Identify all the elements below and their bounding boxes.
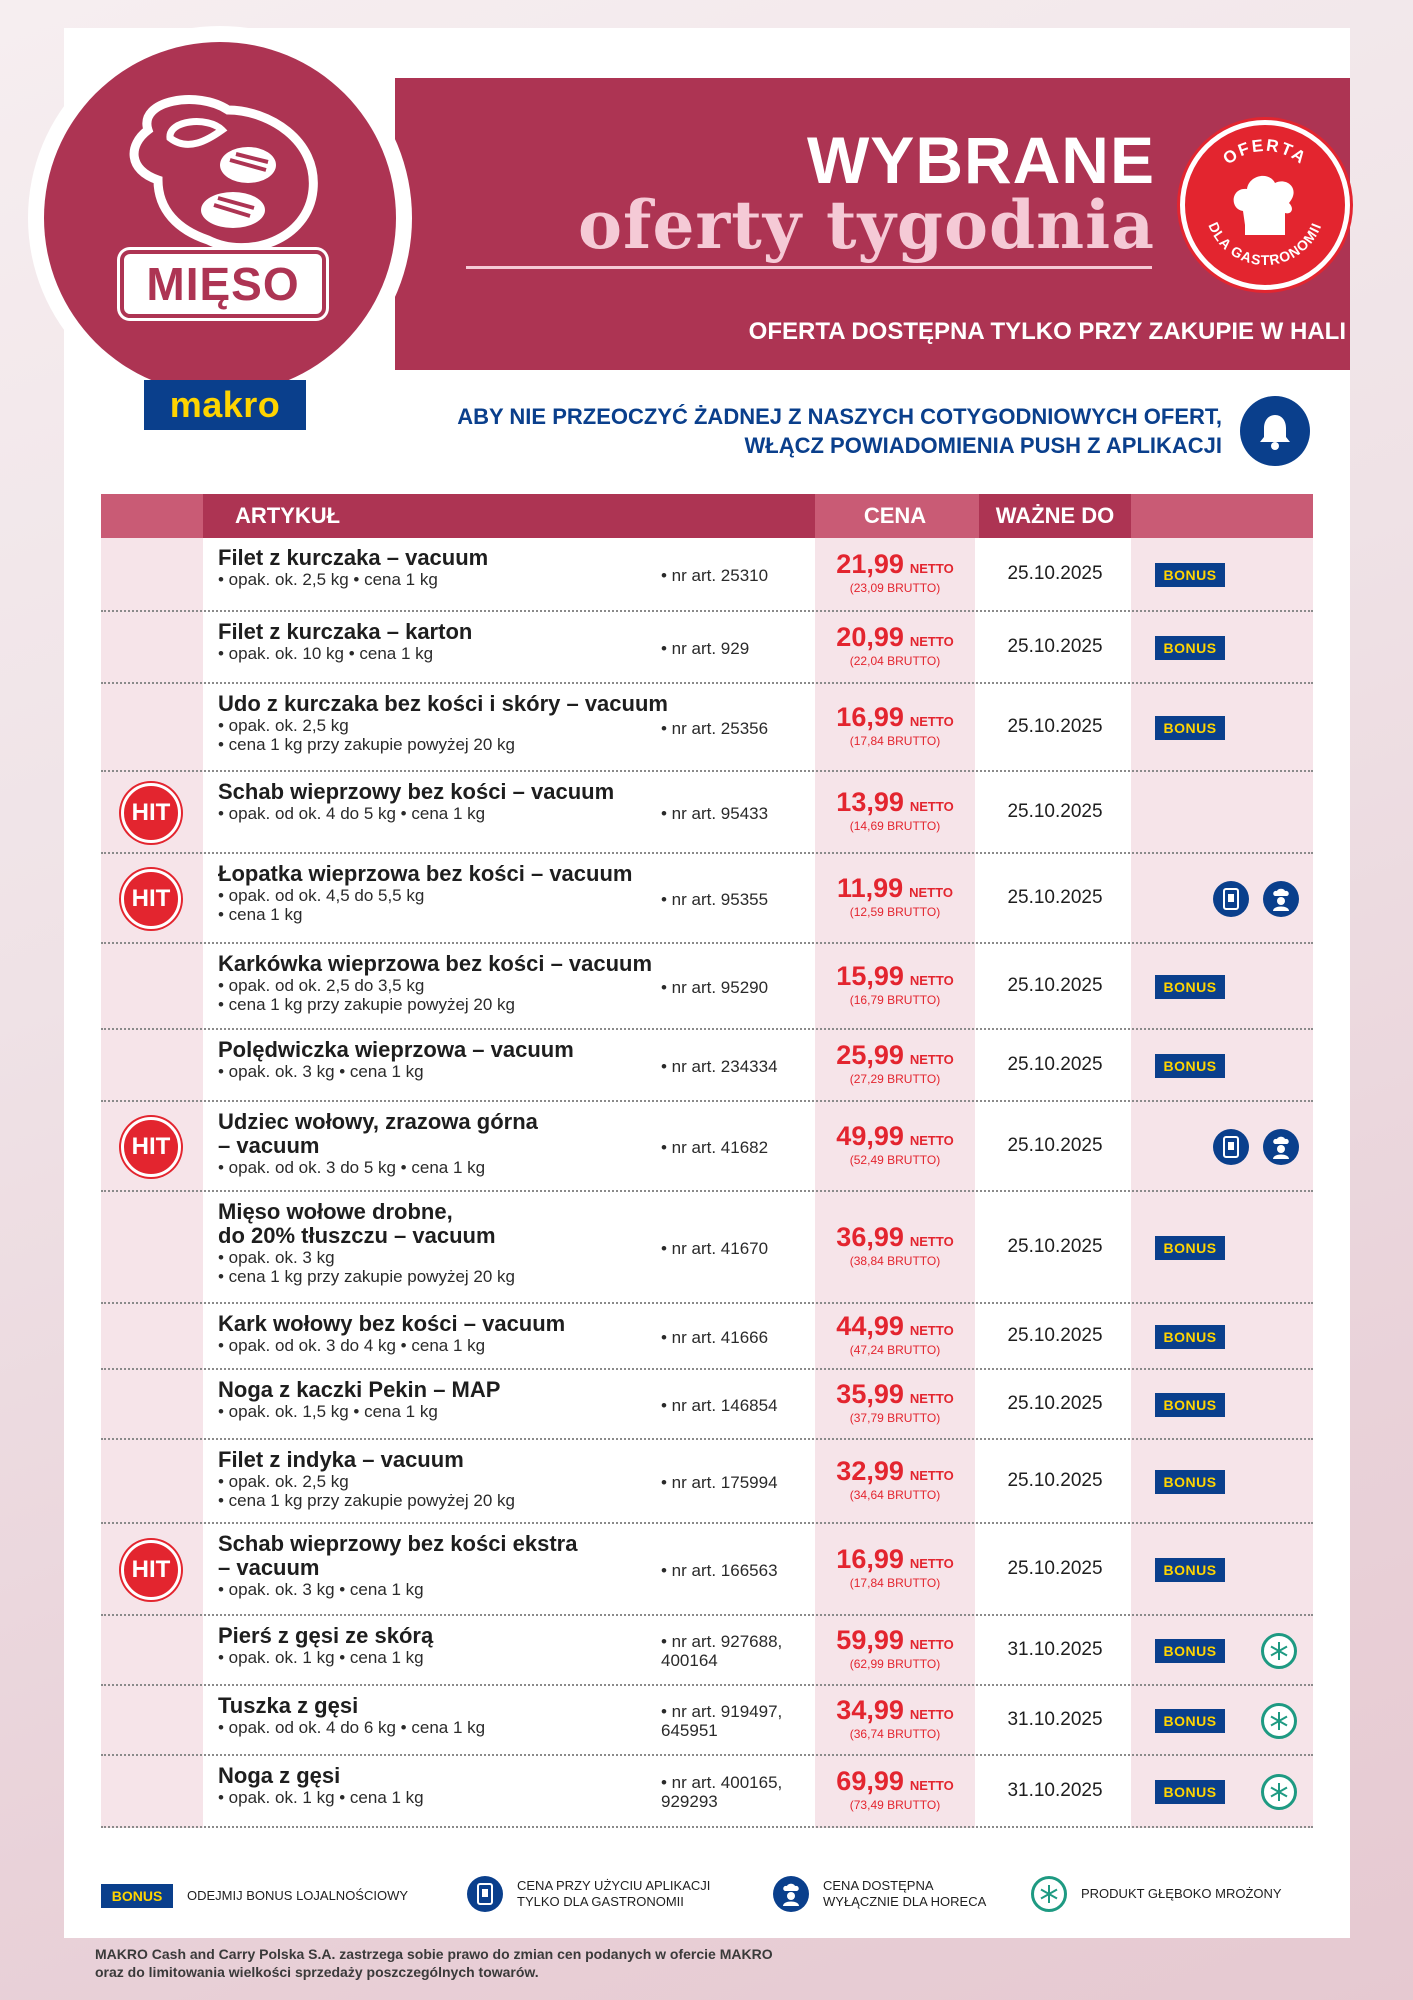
price-brutto: (73,49 BRUTTO) bbox=[849, 1798, 941, 1812]
netto-label: NETTO bbox=[909, 1778, 954, 1793]
netto-label: NETTO bbox=[909, 1234, 954, 1249]
bonus-badge: BONUS bbox=[101, 1884, 173, 1908]
bonus-badge: BONUS bbox=[1155, 636, 1225, 660]
hit-badge: HIT bbox=[121, 1540, 181, 1600]
push-notice-line-1: ABY NIE PRZEOCZYĆ ŻADNEJ Z NASZYCH COTYGODNIOWYCH OFERT, bbox=[457, 404, 1222, 429]
legend-bonus bbox=[101, 1884, 408, 1908]
netto-label: NETTO bbox=[909, 1707, 954, 1722]
product-detail-line: • cena 1 kg przy zakupie powyżej 20 kg bbox=[218, 1491, 516, 1510]
table-row bbox=[101, 1440, 1313, 1524]
chef-hat-icon bbox=[1234, 176, 1294, 235]
price-cell bbox=[815, 1121, 975, 1167]
product-detail-line: • opak. ok. 3 kg • cena 1 kg bbox=[218, 1580, 424, 1599]
price-brutto: (12,59 BRUTTO) bbox=[849, 905, 941, 919]
legend-chef-text-1: CENA DOSTĘPNA bbox=[823, 1878, 934, 1893]
app-icon bbox=[467, 1876, 503, 1912]
product-detail-line: • opak. od ok. 3 do 5 kg • cena 1 kg bbox=[218, 1158, 486, 1177]
price-cell bbox=[815, 1544, 975, 1590]
table-row bbox=[101, 1756, 1313, 1828]
price-cell bbox=[815, 1625, 975, 1671]
table-row bbox=[101, 1524, 1313, 1616]
netto-label: NETTO bbox=[909, 1133, 954, 1148]
article-number: • nr art. 919497, 645951 bbox=[661, 1702, 783, 1740]
bonus-badge: BONUS bbox=[1155, 1558, 1225, 1582]
legend bbox=[101, 1870, 1313, 1924]
price-netto: 59,99 bbox=[836, 1625, 904, 1655]
price-brutto: (14,69 BRUTTO) bbox=[849, 819, 941, 833]
article-number: • nr art. 41670 bbox=[661, 1238, 769, 1258]
product-name: Schab wieprzowy bez kości – vacuum bbox=[218, 779, 615, 804]
product-detail-line: • opak. od ok. 4,5 do 5,5 kg bbox=[218, 886, 425, 905]
snowflake-icon bbox=[1261, 1633, 1297, 1669]
product-detail-line: • cena 1 kg przy zakupie powyżej 20 kg bbox=[218, 1267, 516, 1286]
netto-label: NETTO bbox=[909, 1556, 954, 1571]
netto-label: NETTO bbox=[909, 561, 954, 576]
price-brutto: (47,24 BRUTTO) bbox=[849, 1343, 941, 1357]
product-name: Udziec wołowy, zrazowa górna – vacuum bbox=[218, 1109, 538, 1158]
netto-label: NETTO bbox=[909, 1391, 954, 1406]
netto-label: NETTO bbox=[909, 634, 954, 649]
valid-until-date: 25.10.2025 bbox=[1007, 1135, 1103, 1156]
article-number: • nr art. 41682 bbox=[661, 1137, 769, 1157]
valid-until-date: 25.10.2025 bbox=[1007, 716, 1103, 737]
price-netto: 32,99 bbox=[836, 1456, 904, 1486]
product-details bbox=[218, 1788, 688, 1807]
price-brutto: (27,29 BRUTTO) bbox=[849, 1072, 941, 1086]
product-name: Filet z indyka – vacuum bbox=[218, 1447, 464, 1472]
legend-app-text-2: TYLKO DLA GASTRONOMII bbox=[517, 1894, 684, 1909]
price-cell bbox=[815, 1311, 975, 1357]
hit-badge: HIT bbox=[121, 1117, 181, 1177]
table-body bbox=[101, 538, 1313, 1828]
product-detail-line: • opak. od ok. 3 do 4 kg • cena 1 kg bbox=[218, 1336, 486, 1355]
chef-icon bbox=[1263, 881, 1299, 917]
product-detail-line: • opak. ok. 1 kg • cena 1 kg bbox=[218, 1788, 424, 1807]
price-netto: 69,99 bbox=[836, 1766, 904, 1796]
price-brutto: (37,79 BRUTTO) bbox=[849, 1411, 941, 1425]
article-number: • nr art. 175994 bbox=[661, 1472, 778, 1492]
category-label: MIĘSO bbox=[120, 250, 326, 318]
hit-badge: HIT bbox=[121, 783, 181, 843]
title-underline bbox=[466, 266, 1152, 269]
valid-until-date: 25.10.2025 bbox=[1007, 1558, 1103, 1579]
netto-label: NETTO bbox=[909, 1637, 954, 1652]
product-name: Kark wołowy bez kości – vacuum bbox=[218, 1311, 566, 1336]
product-details bbox=[218, 1336, 688, 1355]
product-detail-line: • opak. od ok. 4 do 5 kg • cena 1 kg bbox=[218, 804, 486, 823]
product-detail-line: • cena 1 kg przy zakupie powyżej 20 kg bbox=[218, 735, 516, 754]
product-detail-line: • opak. ok. 2,5 kg bbox=[218, 716, 349, 735]
bonus-badge: BONUS bbox=[1155, 975, 1225, 999]
price-brutto: (17,84 BRUTTO) bbox=[849, 734, 941, 748]
product-name: Polędwiczka wieprzowa – vacuum bbox=[218, 1037, 574, 1062]
product-details bbox=[218, 1402, 688, 1421]
price-cell bbox=[815, 1379, 975, 1425]
price-cell bbox=[815, 622, 975, 668]
legend-bonus-text: ODEJMIJ BONUS LOJALNOŚCIOWY bbox=[187, 1888, 409, 1903]
product-name: Noga z kaczki Pekin – MAP bbox=[218, 1377, 501, 1402]
header-article: ARTYKUŁ bbox=[203, 494, 815, 538]
article-number: • nr art. 929 bbox=[661, 638, 750, 658]
product-details bbox=[218, 1718, 688, 1737]
price-brutto: (17,84 BRUTTO) bbox=[849, 1576, 941, 1590]
product-name: Łopatka wieprzowa bez kości – vacuum bbox=[218, 861, 633, 886]
table-row bbox=[101, 854, 1313, 944]
price-netto: 13,99 bbox=[836, 787, 904, 817]
article-number: • nr art. 400165, 929293 bbox=[661, 1773, 783, 1811]
price-cell bbox=[815, 787, 975, 833]
snowflake-icon bbox=[1261, 1703, 1297, 1739]
bonus-badge: BONUS bbox=[1155, 1054, 1225, 1078]
price-brutto: (38,84 BRUTTO) bbox=[849, 1254, 941, 1268]
table-row bbox=[101, 1370, 1313, 1440]
price-brutto: (23,09 BRUTTO) bbox=[849, 581, 941, 595]
valid-until-date: 25.10.2025 bbox=[1007, 1393, 1103, 1414]
page-title: WYBRANE bbox=[807, 123, 1155, 197]
valid-until-date: 25.10.2025 bbox=[1007, 887, 1103, 908]
valid-until-date: 31.10.2025 bbox=[1007, 1780, 1103, 1801]
price-netto: 36,99 bbox=[836, 1222, 904, 1252]
table-row bbox=[101, 1304, 1313, 1370]
netto-label: NETTO bbox=[909, 973, 954, 988]
legend-frozen bbox=[1031, 1876, 1282, 1912]
push-notice-line-2: WŁĄCZ POWIADOMIENIA PUSH Z APLIKACJI bbox=[744, 433, 1222, 458]
table-row bbox=[101, 1616, 1313, 1686]
price-cell bbox=[815, 873, 975, 919]
valid-until-date: 31.10.2025 bbox=[1007, 1639, 1103, 1660]
product-name: Mięso wołowe drobne, do 20% tłuszczu – vacuum bbox=[218, 1199, 496, 1248]
bonus-badge: BONUS bbox=[1155, 1325, 1225, 1349]
legend-chef bbox=[773, 1876, 986, 1912]
article-number: • nr art. 41666 bbox=[661, 1327, 769, 1347]
netto-label: NETTO bbox=[909, 1468, 954, 1483]
footer-line-2: oraz do limitowania wielkości sprzedaży poszczególnych towarów. bbox=[95, 1964, 539, 1980]
product-name: Schab wieprzowy bez kości ekstra – vacuum bbox=[218, 1531, 578, 1580]
table-header bbox=[101, 494, 1313, 538]
product-detail-line: • opak. od ok. 2,5 do 3,5 kg bbox=[218, 976, 425, 995]
header-subtitle: OFERTA DOSTĘPNA TYLKO PRZY ZAKUPIE W HALI bbox=[748, 318, 1346, 345]
offers-table bbox=[101, 494, 1313, 1828]
table-row bbox=[101, 1102, 1313, 1192]
price-netto: 49,99 bbox=[836, 1121, 904, 1151]
price-cell bbox=[815, 702, 975, 748]
product-details bbox=[218, 804, 688, 823]
stamp-top-text: OFERTA bbox=[1219, 135, 1311, 169]
legend-app-text bbox=[517, 1878, 710, 1910]
price-netto: 20,99 bbox=[836, 622, 904, 652]
product-detail-line: • opak. ok. 2,5 kg • cena 1 kg bbox=[218, 570, 438, 589]
product-details bbox=[218, 570, 688, 589]
table-row bbox=[101, 1192, 1313, 1304]
product-name: Pierś z gęsi ze skórą bbox=[218, 1623, 434, 1648]
valid-until-date: 25.10.2025 bbox=[1007, 801, 1103, 822]
product-name: Udo z kurczaka bez kości i skóry – vacuum bbox=[218, 691, 668, 716]
price-cell bbox=[815, 1695, 975, 1741]
product-details bbox=[218, 1580, 688, 1599]
article-number: • nr art. 927688, 400164 bbox=[661, 1632, 783, 1670]
valid-until-date: 25.10.2025 bbox=[1007, 1325, 1103, 1346]
netto-label: NETTO bbox=[909, 714, 954, 729]
price-netto: 44,99 bbox=[836, 1311, 904, 1341]
article-number: • nr art. 25310 bbox=[661, 565, 769, 585]
bonus-badge: BONUS bbox=[1155, 1709, 1225, 1733]
steak-icon bbox=[118, 90, 324, 260]
article-number: • nr art. 95355 bbox=[661, 889, 769, 909]
article-number: • nr art. 25356 bbox=[661, 718, 769, 738]
valid-until-date: 25.10.2025 bbox=[1007, 1470, 1103, 1491]
price-brutto: (52,49 BRUTTO) bbox=[849, 1153, 941, 1167]
product-detail-line: • opak. ok. 10 kg • cena 1 kg bbox=[218, 644, 434, 663]
price-netto: 16,99 bbox=[836, 702, 904, 732]
chef-icon bbox=[773, 1876, 809, 1912]
price-netto: 11,99 bbox=[837, 873, 904, 903]
netto-label: NETTO bbox=[909, 1323, 954, 1338]
product-detail-line: • opak. ok. 2,5 kg bbox=[218, 1472, 349, 1491]
product-details bbox=[218, 1648, 688, 1667]
app-icon bbox=[1213, 1129, 1249, 1165]
product-detail-line: • opak. ok. 3 kg • cena 1 kg bbox=[218, 1062, 424, 1081]
price-cell bbox=[815, 1766, 975, 1812]
product-details bbox=[218, 644, 688, 663]
price-netto: 21,99 bbox=[836, 549, 904, 579]
product-details bbox=[218, 1472, 688, 1510]
bonus-badge: BONUS bbox=[1155, 1780, 1225, 1804]
product-details bbox=[218, 886, 688, 924]
price-netto: 16,99 bbox=[836, 1544, 904, 1574]
netto-label: NETTO bbox=[909, 1052, 954, 1067]
price-brutto: (34,64 BRUTTO) bbox=[849, 1488, 941, 1502]
push-notice bbox=[330, 402, 1222, 460]
gastronomy-stamp bbox=[1180, 120, 1350, 290]
legend-chef-text-2: WYŁĄCZNIE DLA HORECA bbox=[823, 1894, 987, 1909]
bonus-badge: BONUS bbox=[1155, 1236, 1225, 1260]
hit-badge: HIT bbox=[121, 869, 181, 929]
product-details bbox=[218, 1062, 688, 1081]
bonus-badge: BONUS bbox=[1155, 1393, 1225, 1417]
price-brutto: (16,79 BRUTTO) bbox=[849, 993, 941, 1007]
price-cell bbox=[815, 549, 975, 595]
article-number: • nr art. 146854 bbox=[661, 1395, 778, 1415]
footer-disclaimer bbox=[95, 1945, 995, 1981]
product-name: Filet z kurczaka – karton bbox=[218, 619, 473, 644]
snowflake-icon bbox=[1031, 1876, 1067, 1912]
article-number: • nr art. 95433 bbox=[661, 803, 769, 823]
price-netto: 35,99 bbox=[836, 1379, 904, 1409]
svg-text:OFERTA bbox=[1219, 136, 1310, 169]
price-netto: 25,99 bbox=[836, 1040, 904, 1070]
valid-until-date: 25.10.2025 bbox=[1007, 1054, 1103, 1075]
product-details bbox=[218, 716, 688, 754]
page-title-script: oferty tygodnia bbox=[578, 186, 1155, 264]
product-detail-line: • opak. od ok. 4 do 6 kg • cena 1 kg bbox=[218, 1718, 486, 1737]
valid-until-date: 25.10.2025 bbox=[1007, 975, 1103, 996]
stamp-bottom-text: DLA GASTRONOMII bbox=[1205, 219, 1325, 269]
header-valid-until: WAŻNE DO bbox=[979, 494, 1131, 538]
product-name: Tuszka z gęsi bbox=[218, 1693, 359, 1718]
app-icon bbox=[1213, 881, 1249, 917]
product-detail-line: • opak. ok. 1,5 kg • cena 1 kg bbox=[218, 1402, 438, 1421]
price-netto: 34,99 bbox=[836, 1695, 904, 1725]
valid-until-date: 31.10.2025 bbox=[1007, 1709, 1103, 1730]
article-number: • nr art. 234334 bbox=[661, 1056, 778, 1076]
netto-label: NETTO bbox=[909, 885, 953, 900]
table-row bbox=[101, 1030, 1313, 1102]
price-cell bbox=[815, 1040, 975, 1086]
footer-line-1: MAKRO Cash and Carry Polska S.A. zastrzega sobie prawo do zmian cen podanych w ofercie MAKRO bbox=[95, 1946, 773, 1962]
valid-until-date: 25.10.2025 bbox=[1007, 563, 1103, 584]
legend-frozen-text: PRODUKT GŁĘBOKO MROŻONY bbox=[1081, 1886, 1282, 1901]
product-detail-line: • opak. ok. 1 kg • cena 1 kg bbox=[218, 1648, 424, 1667]
bonus-badge: BONUS bbox=[1155, 1470, 1225, 1494]
table-row bbox=[101, 944, 1313, 1030]
header-price: CENA bbox=[863, 503, 927, 528]
table-row bbox=[101, 772, 1313, 854]
table-row bbox=[101, 538, 1313, 612]
price-cell bbox=[815, 1222, 975, 1268]
product-detail-line: • cena 1 kg przy zakupie powyżej 20 kg bbox=[218, 995, 516, 1014]
legend-chef-text bbox=[823, 1878, 986, 1910]
price-brutto: (62,99 BRUTTO) bbox=[849, 1657, 941, 1671]
price-brutto: (22,04 BRUTTO) bbox=[849, 654, 941, 668]
product-detail-line: • cena 1 kg bbox=[218, 905, 303, 924]
legend-app-text-1: CENA PRZY UŻYCIU APLIKACJI bbox=[517, 1878, 711, 1893]
legend-app bbox=[467, 1876, 710, 1912]
product-details bbox=[218, 976, 688, 1014]
product-details bbox=[218, 1158, 688, 1177]
bonus-badge: BONUS bbox=[1155, 1639, 1225, 1663]
makro-logo: makro bbox=[144, 380, 306, 430]
bonus-badge: BONUS bbox=[1155, 716, 1225, 740]
article-number: • nr art. 166563 bbox=[661, 1560, 778, 1580]
table-row bbox=[101, 1686, 1313, 1756]
netto-label: NETTO bbox=[909, 799, 954, 814]
bonus-badge: BONUS bbox=[1155, 563, 1225, 587]
price-cell bbox=[815, 961, 975, 1007]
table-row bbox=[101, 612, 1313, 684]
price-netto: 15,99 bbox=[836, 961, 904, 991]
product-name: Karkówka wieprzowa bez kości – vacuum bbox=[218, 951, 653, 976]
snowflake-icon bbox=[1261, 1774, 1297, 1810]
chef-icon bbox=[1263, 1129, 1299, 1165]
price-cell bbox=[815, 1456, 975, 1502]
product-name: Filet z kurczaka – vacuum bbox=[218, 545, 489, 570]
article-number: • nr art. 95290 bbox=[661, 977, 769, 997]
valid-until-date: 25.10.2025 bbox=[1007, 636, 1103, 657]
bell-icon bbox=[1240, 396, 1310, 466]
table-row bbox=[101, 684, 1313, 772]
price-brutto: (36,74 BRUTTO) bbox=[849, 1727, 941, 1741]
product-name: Noga z gęsi bbox=[218, 1763, 341, 1788]
product-details bbox=[218, 1248, 688, 1286]
valid-until-date: 25.10.2025 bbox=[1007, 1236, 1103, 1257]
product-detail-line: • opak. ok. 3 kg bbox=[218, 1248, 335, 1267]
